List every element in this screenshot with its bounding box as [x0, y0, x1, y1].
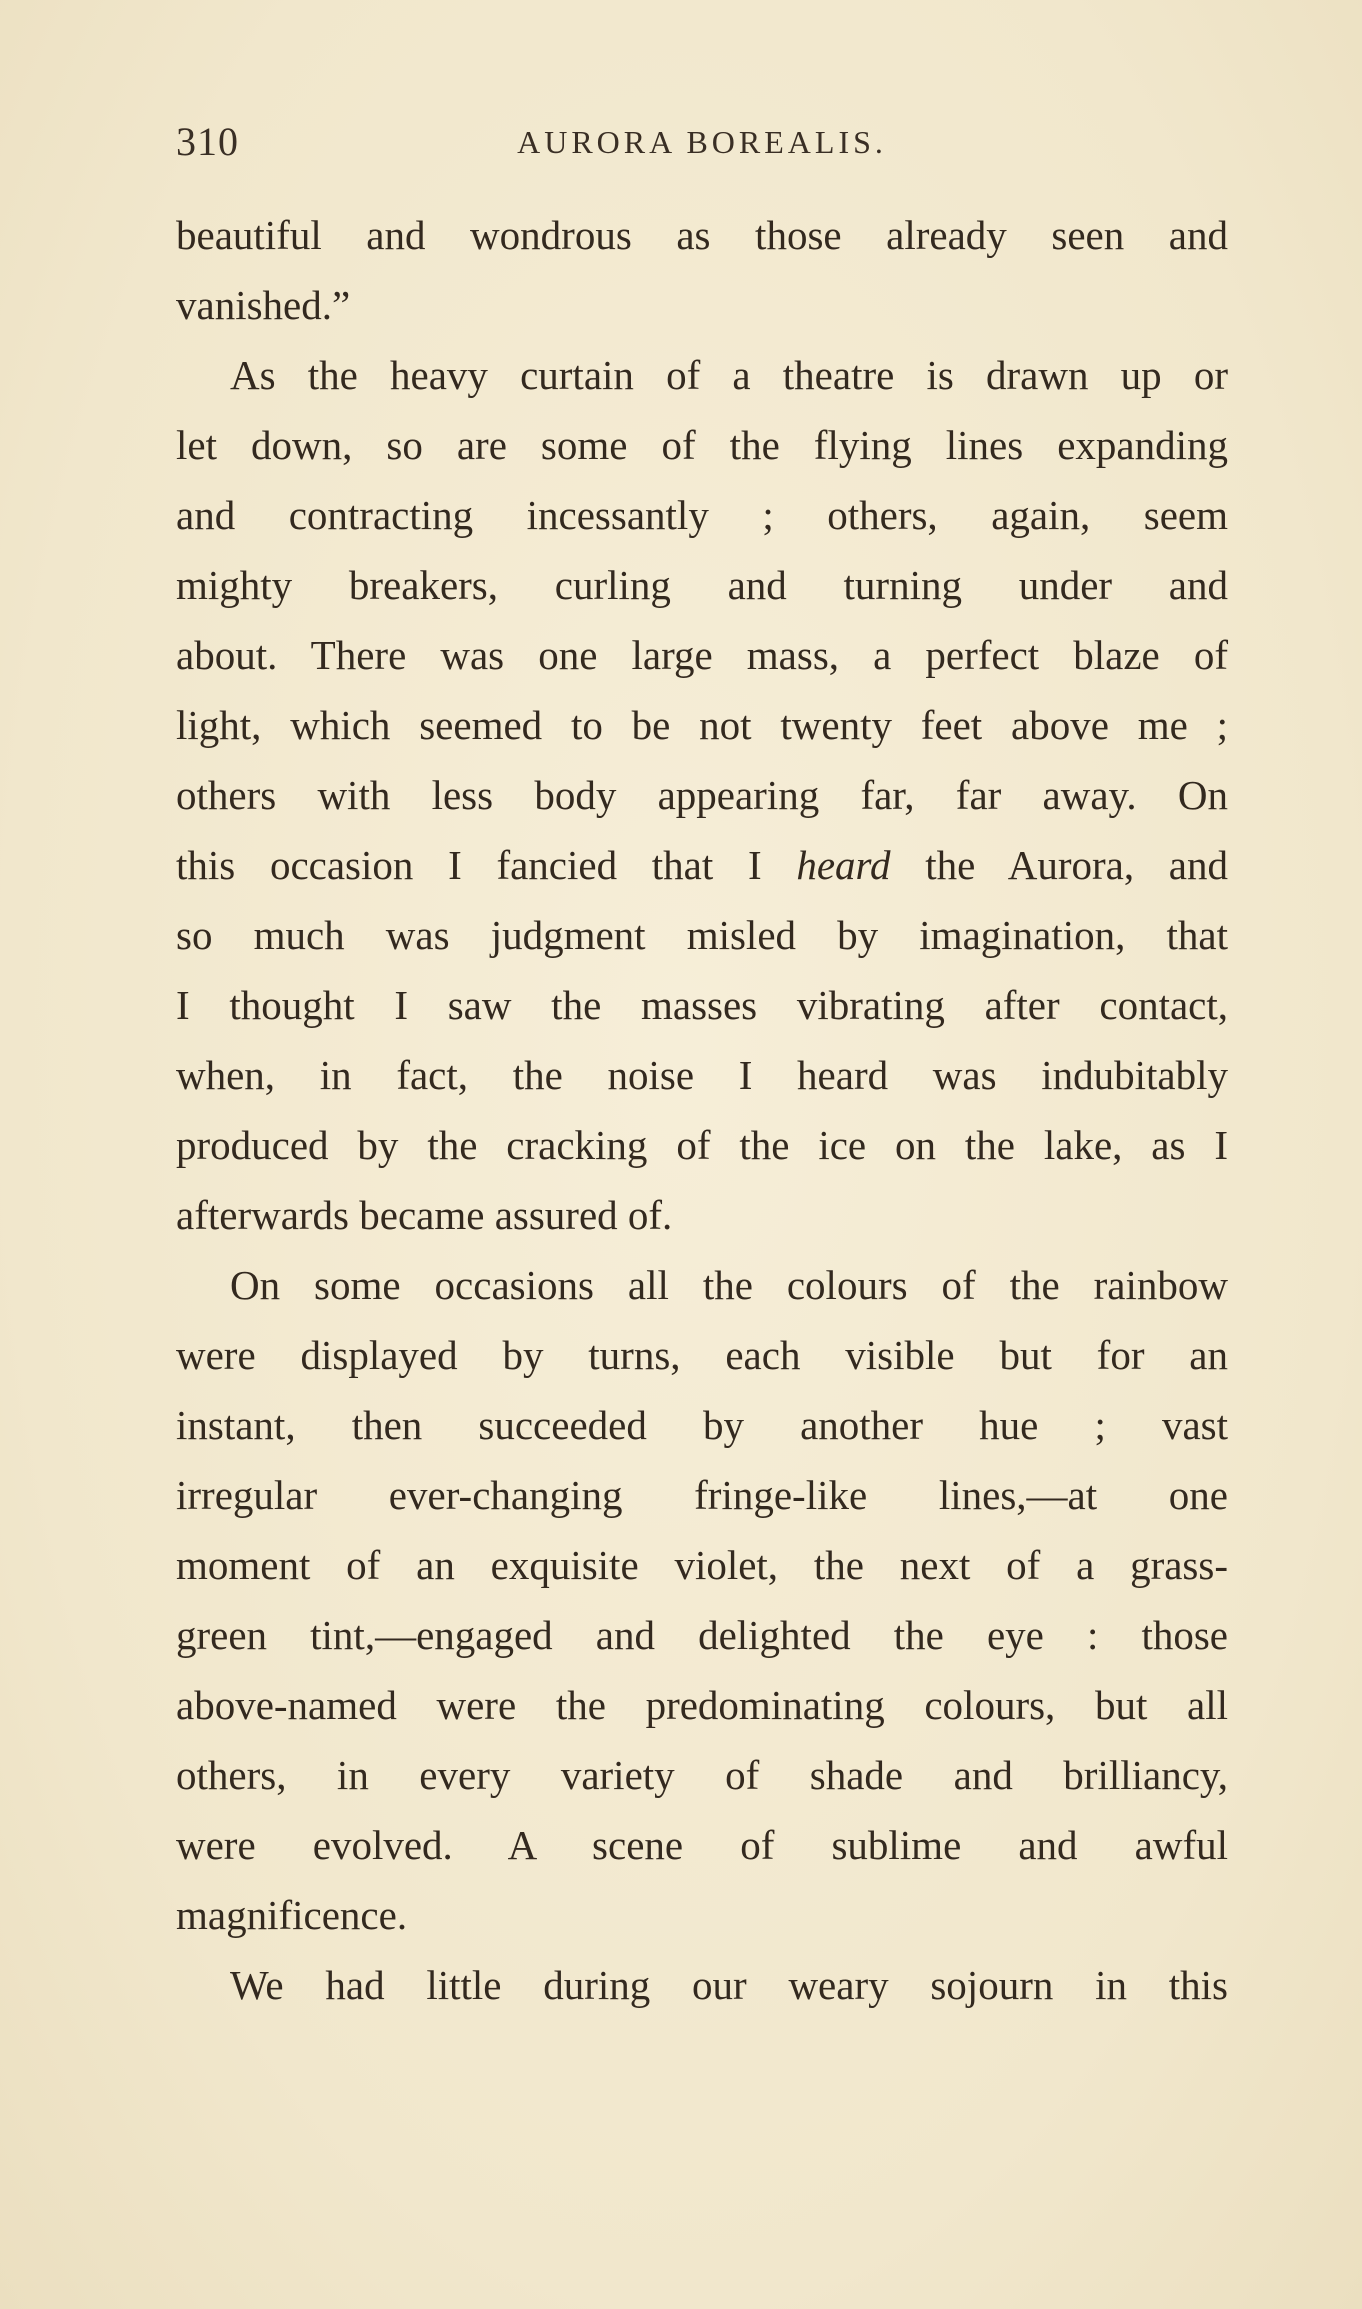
- text-line: irregular ever-changing fringe-like lines,—at one: [176, 1472, 1228, 1518]
- text-line: vanished.”: [176, 282, 351, 328]
- page-number: 310: [176, 119, 239, 164]
- text-line: about. There was one large mass, a perfect blaze of: [176, 632, 1228, 678]
- page-header: [176, 118, 1228, 178]
- text-line: As the heavy curtain of a theatre is drawn up or: [230, 352, 1228, 398]
- text-line: produced by the cracking of the ice on the lake, as I: [176, 1122, 1228, 1168]
- text-line: instant, then succeeded by another hue ; vast: [176, 1402, 1228, 1448]
- text-line: were displayed by turns, each visible but for an: [176, 1332, 1228, 1378]
- text-line: above-named were the predominating colours, but all: [176, 1682, 1228, 1728]
- italic-word: heard: [796, 842, 891, 888]
- running-head: AURORA BOREALIS.: [517, 124, 887, 160]
- text-line: green tint,—engaged and delighted the eye : those: [176, 1612, 1228, 1658]
- text-line: and contracting incessantly ; others, again, seem: [176, 492, 1228, 538]
- text-line: were evolved. A scene of sublime and awful: [176, 1822, 1228, 1868]
- body-text: [176, 200, 1228, 2020]
- text-line: others with less body appearing far, far away. On: [176, 772, 1228, 818]
- text-segment: the Aurora, and: [890, 842, 1228, 888]
- text-line: light, which seemed to be not twenty feet above me ;: [176, 702, 1228, 748]
- text-line: moment of an exquisite violet, the next of a grass-: [176, 1542, 1228, 1588]
- text-line: so much was judgment misled by imagination, that: [176, 912, 1228, 958]
- text-line: magnificence.: [176, 1892, 408, 1938]
- text-line: when, in fact, the noise I heard was indubitably: [176, 1052, 1228, 1098]
- text-line: We had little during our weary sojourn in this: [230, 1962, 1228, 2008]
- text-segment: this occasion I fancied that I: [176, 842, 797, 888]
- text-line: others, in every variety of shade and brilliancy,: [176, 1752, 1228, 1798]
- text-line: mighty breakers, curling and turning under and: [176, 562, 1228, 608]
- text-line: afterwards became assured of.: [176, 1192, 673, 1238]
- text-line: I thought I saw the masses vibrating after contact,: [176, 982, 1228, 1028]
- text-line: On some occasions all the colours of the rainbow: [230, 1262, 1228, 1308]
- text-line: let down, so are some of the flying lines expanding: [176, 422, 1228, 468]
- text-line: beautiful and wondrous as those already seen and: [176, 212, 1228, 258]
- text-line: [176, 830, 1228, 900]
